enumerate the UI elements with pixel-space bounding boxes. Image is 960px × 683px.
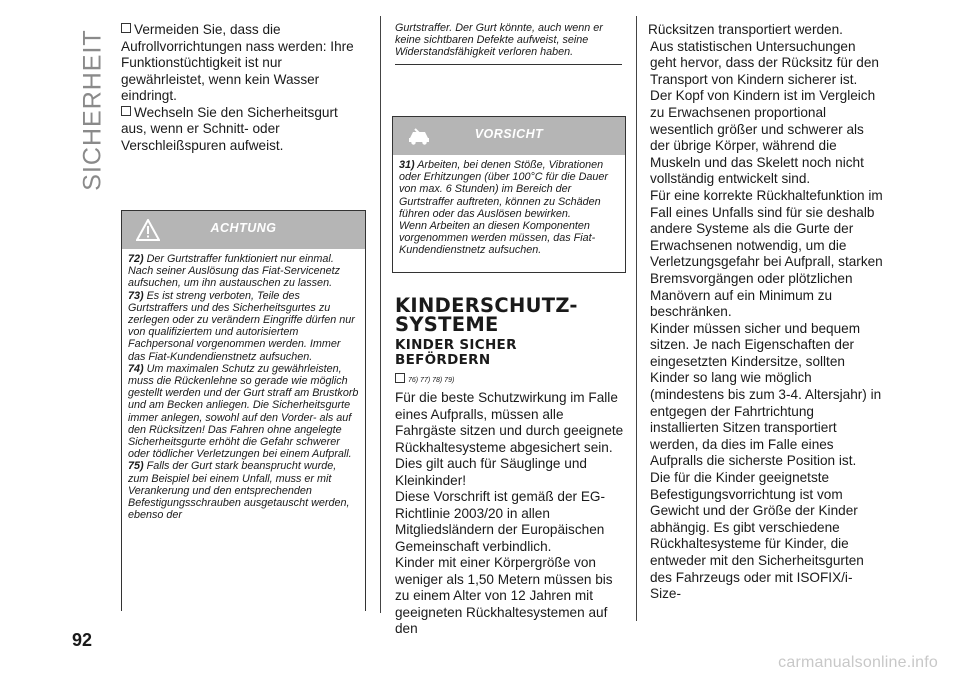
bullet-item: Wechseln Sie den Sicherheitsgurt aus, wenn er Schnitt- oder Verschleißspuren aufweist. [121,104,338,153]
warning-item: 75) Falls der Gurt stark beansprucht wurde, zum Beispiel bei einem Unfall, muss er mit Verankerung und den entsprechenden Befestigungsschrauben ausgetauscht werden, ebenso der [128,460,350,522]
column-3: Rücksitzen transportiert werden. Aus statistischen Untersuchungen geht hervor, dass der Rücksitz für den Transport von Kindern sicherer ist. Der Kopf von Kindern ist im Vergleich zu Erwachsenen proportional wesentlich größer und schwerer als der übrige Körper, während die Muskeln und das Skelett noch nicht vollständig entwickelt sind. Für eine korrekte Rückhaltefunktion im Fall eines Unfalls sind für sie deshalb andere Systeme als die Gurte der Erwachsenen notwendig, um die Verletzungsgefahr bei Aufprall, starken Bremsvorgängen oder plötzlichen Manövern auf ein Minimum zu beschränken. Kinder müssen sicher und bequem sitzen. Je nach Eigenschaften der eingesetzten Kindersitze, sollten Kinder so lang wie möglich (mindestens bis zum 3-4. Altersjahr) in entgegen der Fahrtrichtung installierten Sitzen transportiert werden, da dies im Falle eines Aufpralls die sicherste Position ist. Die für die Kinder geeignetste Befestigungsvorrichtung ist vom Gewicht und der Größe der Kinder abhängig. Es gibt verschiedene Rückhaltesysteme für Kinder, die entweder mit den Sicherheitsgurten des Fahrzeugs oder mit ISOFIX/i-Size- [648,22,883,602]
watermark: carmanualsonline.info [778,654,938,671]
column-divider [380,16,381,613]
achtung-title: ACHTUNG [210,221,277,235]
heading-kinderschutzsysteme: KINDERSCHUTZ- SYSTEME [395,294,578,336]
heading-kinder-sicher-befoerdern: KINDER SICHER BEFÖRDERN [395,337,517,368]
reference-icon [395,373,405,383]
achtung-continuation: Gurtstraffer. Der Gurt könnte, auch wenn er keine sichtbaren Defekte aufweist, seine Widerstandsfähigkeit verloren haben. [395,22,622,65]
column-divider [636,16,637,621]
achtung-header [122,211,365,249]
warning-item: 73) Es ist streng verboten, Teile des Gurtstraffers und des Sicherheitsgurtes zu zerlegen oder zu verändern Eingriffe dürfen nur von qualifiziertem und autorisiertem Fachpersonal vorgenommen werden. Immer das Fiat-Kundendienstnetz aufsuchen. [128,289,355,363]
warning-item: 74) Um maximalen Schutz zu gewährleisten, muss die Rückenlehne so gerade wie möglich gestellt werden und der Gurt straff am Brustkorb und am Becken anliegen. Die Sicherheitsgurte immer anlegen, sowohl auf den Vorder- als auf den Rücksitzen! Das Fahren ohne angelegte Sicherheitsgurte erhöht die Gefahr schwerer oder tödlicher Verletzungen bei einem Aufprall. [128,362,359,461]
vorsicht-title: VORSICHT [474,127,544,141]
page-number: 92 [72,630,93,650]
column-1 [121,22,361,154]
bullet-item: Vermeiden Sie, dass die Aufrollvorrichtungen nass werden: Ihre Funktionstüchtigkeit ist nur gewährleistet, wenn kein Wasser eindringt. [121,22,354,103]
warning-item: 72) Der Gurtstraffer funktioniert nur einmal. Nach seiner Auslösung das Fiat-Servicenetz aufsuchen, um ihn austauschen zu lassen. [128,253,341,290]
vorsicht-header [393,117,625,155]
achtung-body [122,249,365,527]
section-title: SICHERHEIT [78,29,107,191]
checkbox-bullet-icon [121,23,131,33]
vorsicht-box [392,116,626,273]
checkbox-bullet-icon [121,106,131,116]
column-2-text: Für die beste Schutzwirkung im Falle eines Aufpralls, müssen alle Fahrgäste sitzen und durch geeignete Rückhaltesysteme abgesichert sein. Dies gilt auch für Säuglinge und Kleinkinder! Diese Vorschrift ist gemäß der EG-Richtlinie 2003/20 in allen Mitgliedsländern der Europäischen Gemeinschaft verbindlich. Kinder mit einer Körpergröße von weniger als 1,50 Metern müssen bis zu einem Alter von 12 Jahren mit geeigneten Rückhaltesystemen auf den [395,390,624,636]
vorsicht-body: 31) Arbeiten, bei denen Stöße, Vibrationen oder Erhitzungen (über 100°C für die Dauer von max. 6 Stunden) im Bereich der Gurtstraffer auftreten, können zu Schäden führen oder das Auslösen bewirken. Wenn Arbeiten an diesen Komponenten vorgenommen werden müssen, das Fiat-Kundendienstnetz aufsuchen. [399,159,608,257]
achtung-box [121,210,366,611]
warning-references: 76) 77) 78) 79) [395,373,454,384]
